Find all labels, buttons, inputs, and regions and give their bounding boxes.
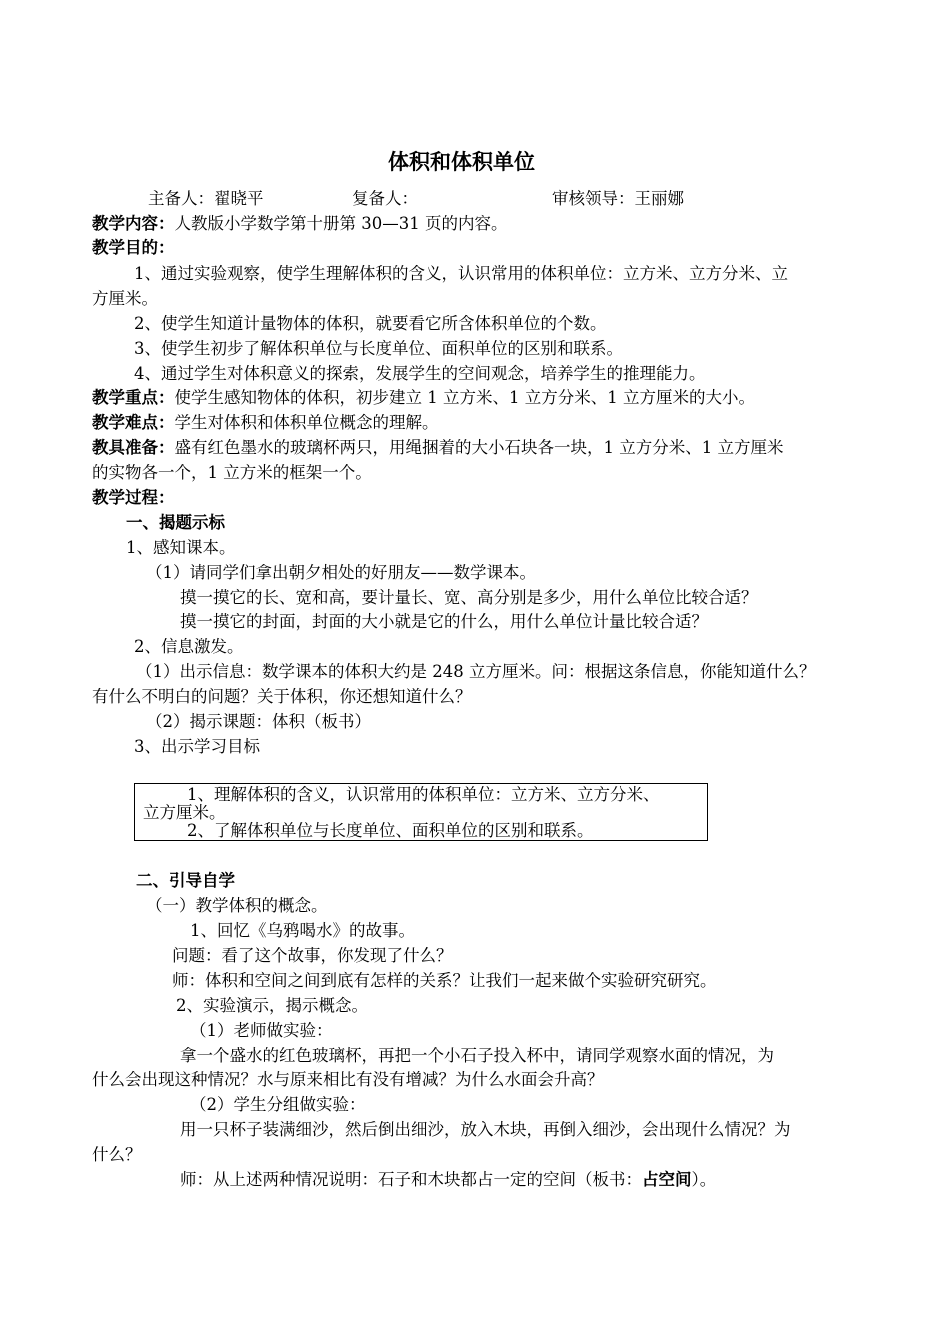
box-line: 立方厘米。 [143,803,226,822]
goal-item: 4、通过学生对体积意义的探索，发展学生的空间观念，培养学生的推理能力。 [134,364,706,383]
board-note: 占空间 [642,1170,692,1189]
tools-line [92,436,784,460]
process-line: 2、信息激发。 [134,637,244,656]
author-co: 复备人： [352,189,418,208]
goal-item: 3、使学生初步了解体积单位与长度单位、面积单位的区别和联系。 [134,339,623,358]
last-text: 师：从上述两种情况说明：石子和木块都占一定的空间（板书： [180,1170,642,1189]
content-line [92,212,507,236]
goals-label: 教学目的： [92,238,175,257]
page-title: 体积和体积单位 [388,150,535,174]
key-text: 使学生感知物体的体积，初步建立 1 立方米、1 立方分米、1 立方厘米的大小。 [174,388,755,407]
key-label: 教学重点： [92,388,175,407]
difficulty-label: 教学难点： [92,413,175,432]
process-line: 3、出示学习目标 [134,737,260,756]
process-line: 问题：看了这个故事，你发现了什么？ [172,946,453,965]
section-heading: 二、引导自学 [136,871,235,890]
process-line: 拿一个盛水的红色玻璃杯，再把一个小石子投入杯中，请同学观察水面的情况，为 [180,1046,774,1065]
process-line: 摸一摸它的长、宽和高，要计量长、宽、高分别是多少，用什么单位比较合适？ [180,588,758,607]
goal-item: 方厘米。 [92,289,158,308]
process-line: （1）请同学们拿出朝夕相处的好朋友——数学课本。 [146,563,536,582]
process-line: 什么？ [92,1145,142,1164]
goal-item: 1、通过实验观察，使学生理解体积的含义，认识常用的体积单位：立方米、立方分米、立 [134,264,788,283]
difficulty-line [92,411,439,435]
content-label: 教学内容： [92,214,175,233]
process-line: 有什么不明白的问题？关于体积，你还想知道什么？ [92,687,472,706]
process-line: 1、感知课本。 [126,538,236,557]
tools-text: 盛有红色墨水的玻璃杯两只，用绳捆着的大小石块各一块，1 立方分米、1 立方厘米 [174,438,784,457]
learning-goals-box [134,783,708,841]
process-line: 1、回忆《乌鸦喝水》的故事。 [190,921,415,940]
process-line: （一）教学体积的概念。 [146,896,328,915]
goal-item: 2、使学生知道计量物体的体积，就要看它所含体积单位的个数。 [134,314,607,333]
tools-line-2: 的实物各一个，1 立方米的框架一个。 [92,463,372,482]
content-text: 人教版小学数学第十册第 30—31 页的内容。 [174,214,508,233]
section-heading: 一、揭题示标 [126,513,225,532]
process-line: 什么会出现这种情况？水与原来相比有没有增减？为什么水面会升高？ [92,1070,604,1089]
key-line [92,386,755,410]
process-line: 用一只杯子装满细沙，然后倒出细沙，放入木块，再倒入细沙，会出现什么情况？为 [180,1120,791,1139]
process-line: 师：体积和空间之间到底有怎样的关系？让我们一起来做个实验研究研究。 [172,971,717,990]
process-line: （2）学生分组做实验： [190,1095,366,1114]
process-line: （1）老师做实验： [190,1021,333,1040]
author-main: 主备人：翟晓平 [148,189,264,208]
difficulty-text: 学生对体积和体积单位概念的理解。 [174,413,439,432]
process-label: 教学过程： [92,488,175,507]
box-line: 1、理解体积的含义，认识常用的体积单位：立方米、立方分米、 [187,785,660,804]
process-line: 摸一摸它的封面，封面的大小就是它的什么，用什么单位计量比较合适？ [180,612,708,631]
author-review: 审核领导：王丽娜 [552,189,684,208]
box-line: 2、了解体积单位与长度单位、面积单位的区别和联系。 [187,821,594,840]
process-line: （2）揭示课题：体积（板书） [146,712,371,731]
process-line-last [180,1168,716,1192]
process-line: 2、实验演示，揭示概念。 [176,996,368,1015]
last-text-end: ）。 [691,1170,717,1189]
process-line: （1）出示信息：数学课本的体积大约是 248 立方厘米。问：根据这条信息，你能知道什么？ [136,662,816,681]
tools-label: 教具准备： [92,438,175,457]
